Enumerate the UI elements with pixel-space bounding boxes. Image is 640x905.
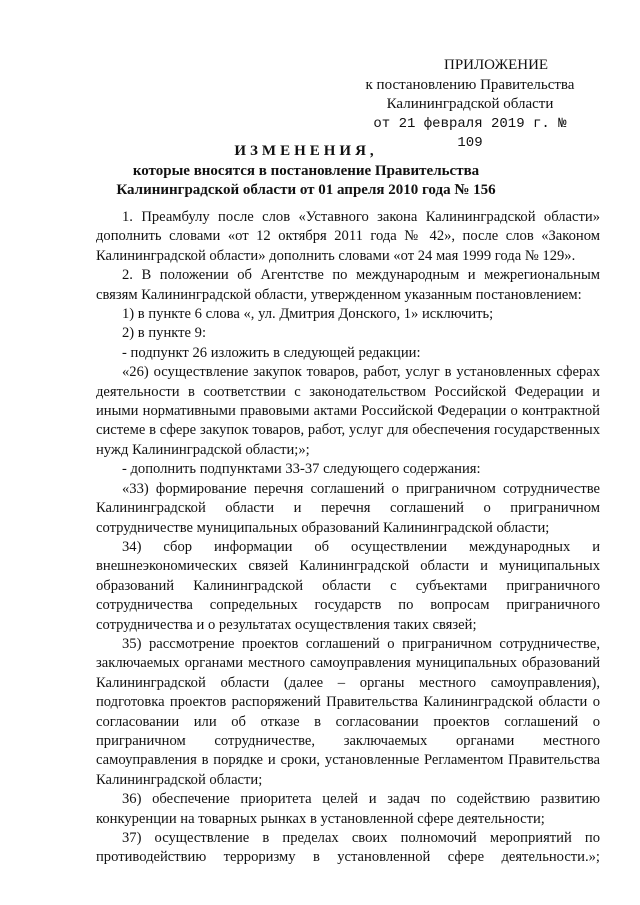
paragraph-8: «33) формирование перечня соглашений о приграничном сотрудничестве Калининградской области и перечня соглашений о приграничном сотрудничестве муниципальных образований Калининградской области; [96,480,600,536]
paragraph-2: 2. В положении об Агентстве по международным и межрегиональным связям Калининградской области, утвержденном указанным постановлением: [96,267,600,303]
heading-title: ИЗМЕНЕНИЯ, [234,143,378,159]
appendix-block [360,56,580,154]
paragraph-9: 34) сбор информации об осуществлении международных и внешнеэкономических связей Калининградской области и муниципальных образований Калининградской области с субъектами приграничного сотрудничества сопредельных государств по вопросам приграничного сотрудничества и о результатах осуществления таких связей; [96,538,600,633]
appendix-title: ПРИЛОЖЕНИЕ [444,57,549,73]
paragraph-12: 37) осуществление в пределах своих полномочий мероприятий по противодействию терроризму в установленной сфере деятельности.»; [96,830,600,866]
heading-subtitle-1: которые вносятся в постановление Правительства [132,162,480,179]
paragraph-1: 1. Преамбулу после слов «Уставного закона Калининградской области» дополнить словами «от 12 октября 2011 года № 42», после слов «Законом Калининградской области» дополнить словами «от 24 мая 1999 года № 129». [96,209,600,264]
paragraph-3: 1) в пункте 6 слова «, ул. Дмитрия Донского, 1» исключить; [122,306,494,323]
heading-subtitle-2: Калининградской области от 01 апреля 2010 года № 156 [116,182,496,198]
document-heading [96,142,516,201]
appendix-resolution-line: к постановлению Правительства [365,76,575,93]
document-body [96,208,600,868]
paragraph-5: - подпункт 26 изложить в следующей редакции: [122,344,421,361]
appendix-date-line: от 21 февраля 2019 г. № 109 [373,115,567,151]
paragraph-6: «26) осуществление закупок товаров, работ, услуг в установленных сферах деятельности в соответствии с законодательством Российской Федерации и иными нормативными правовыми актами Российской Федерации о контрактной системе в сфере закупок товаров, работ, услуг для обеспечения государственных нужд Калининградской области;»; [96,364,600,458]
paragraph-7: - дополнить подпунктами 33-37 следующего содержания: [122,461,481,478]
paragraph-11: 36) обеспечение приоритета целей и задач по содействию развитию конкуренции на товарных рынках в установленной сфере деятельности; [96,791,600,827]
paragraph-4: 2) в пункте 9: [122,325,207,342]
paragraph-10: 35) рассмотрение проектов соглашений о приграничном сотрудничестве, заключаемых органами местного самоуправления муниципальных образований Калининградской области (далее – органы местного самоуправления), подготовка проектов распоряжений Правительства Калининградской области о согласовании или об отказе в согласовании проектов соглашений о приграничном сотрудничестве, заключаемых органами местного самоуправления в порядке и сроки, установленные Регламентом Правительства Калининградской области; [96,635,600,788]
appendix-region-line: Калининградской области [386,96,554,112]
